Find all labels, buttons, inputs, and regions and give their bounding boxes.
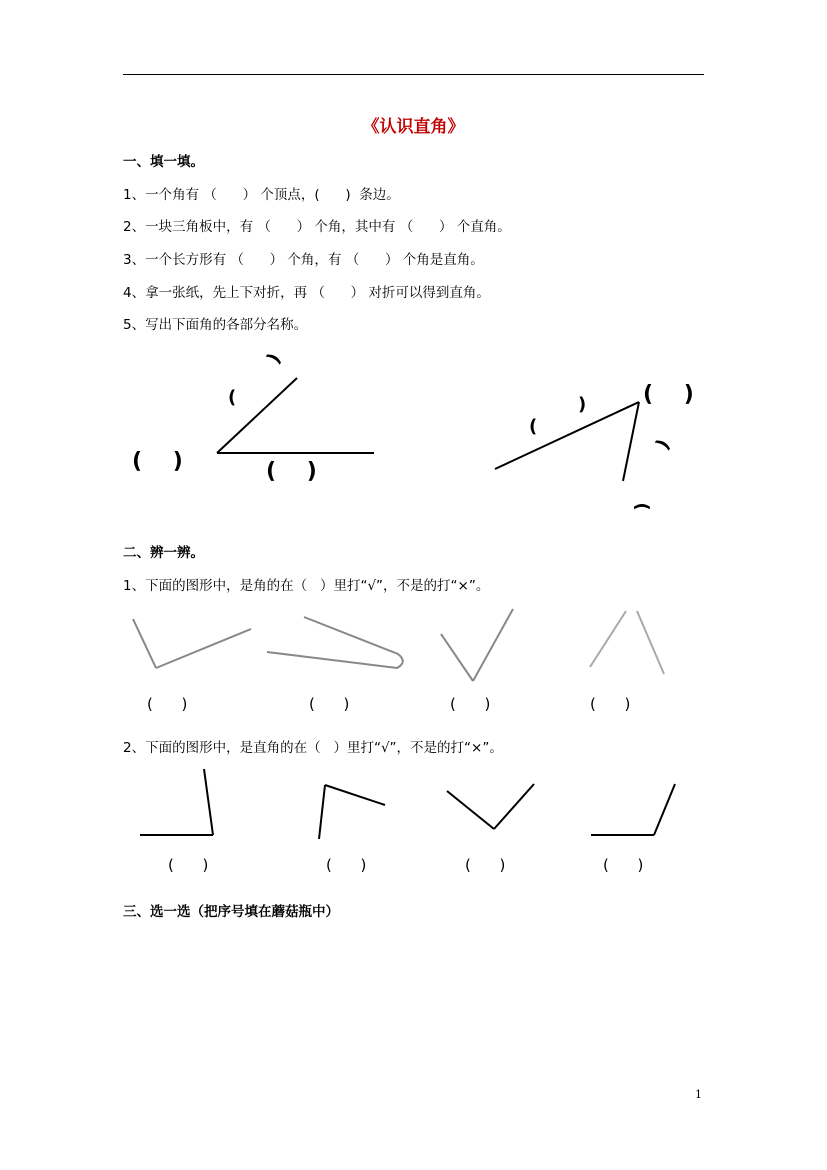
s2q1-figure-3 [441, 609, 513, 681]
label-arc-mark: ) [651, 435, 675, 454]
answer-blank-2-2-b[interactable]: ( ) [326, 856, 367, 874]
answer-blank-2-1-c[interactable]: ( ) [450, 695, 491, 713]
section1-heading: 一、填一填。 [123, 154, 204, 170]
label-arc-mark: ) [578, 394, 587, 415]
page-number: 1 [695, 1088, 702, 1101]
s2q1-figure-4 [590, 611, 664, 674]
question-2-1: 1、下面的图形中，是角的在（ ）里打“√”，不是的打“×”。 [123, 578, 490, 594]
label-arc-mark: ) [631, 502, 653, 511]
s2q2-figure-3 [447, 784, 534, 829]
answer-blank-2-2-d[interactable]: ( ) [603, 856, 644, 874]
vertex-label-blank-right[interactable]: ( ) [643, 382, 694, 407]
question-1-5: 5、写出下面角的各部分名称。 [123, 317, 308, 333]
side-label-blank-bottom[interactable]: ( ) [266, 459, 317, 484]
s2q1-figure-2 [267, 617, 403, 668]
answer-blank-2-2-c[interactable]: ( ) [465, 856, 506, 874]
answer-blank-2-1-b[interactable]: ( ) [309, 695, 350, 713]
question-1-4: 4、拿一张纸，先上下对折，再 （ ） 对折可以得到直角。 [123, 285, 490, 301]
s2q2-figure-1 [140, 769, 213, 835]
angle-diagram-right [495, 402, 639, 481]
answer-blank-2-1-a[interactable]: ( ) [147, 695, 188, 713]
question-1-3: 3、一个长方形有 （ ） 个角，有 （ ） 个角是直角。 [123, 252, 484, 268]
question-1-2: 2、一块三角板中，有 （ ） 个角，其中有 （ ） 个直角。 [123, 219, 511, 235]
answer-blank-2-1-d[interactable]: ( ) [590, 695, 631, 713]
section2-heading: 二、辨一辨。 [123, 545, 204, 561]
angle-diagram-left [217, 378, 374, 453]
s2q2-figure-2 [319, 785, 385, 839]
label-arc-mark: ( [228, 387, 237, 408]
answer-blank-2-2-a[interactable]: ( ) [168, 856, 209, 874]
s2q2-figure-4 [591, 784, 675, 835]
question-1-1: 1、一个角有 （ ） 个顶点，( ) 条边。 [123, 187, 400, 203]
s2q1-figure-1 [133, 619, 251, 668]
vertex-label-blank[interactable]: ( ) [132, 449, 183, 474]
label-arc-mark: ( [529, 416, 538, 437]
question-2-2: 2、下面的图形中，是直角的在（ ）里打“√”，不是的打“×”。 [123, 740, 503, 756]
label-arc-mark: ) [262, 349, 286, 368]
page-title: 《认识直角》 [362, 117, 465, 137]
section3-heading: 三、选一选（把序号填在蘑菇瓶中） [123, 904, 339, 920]
